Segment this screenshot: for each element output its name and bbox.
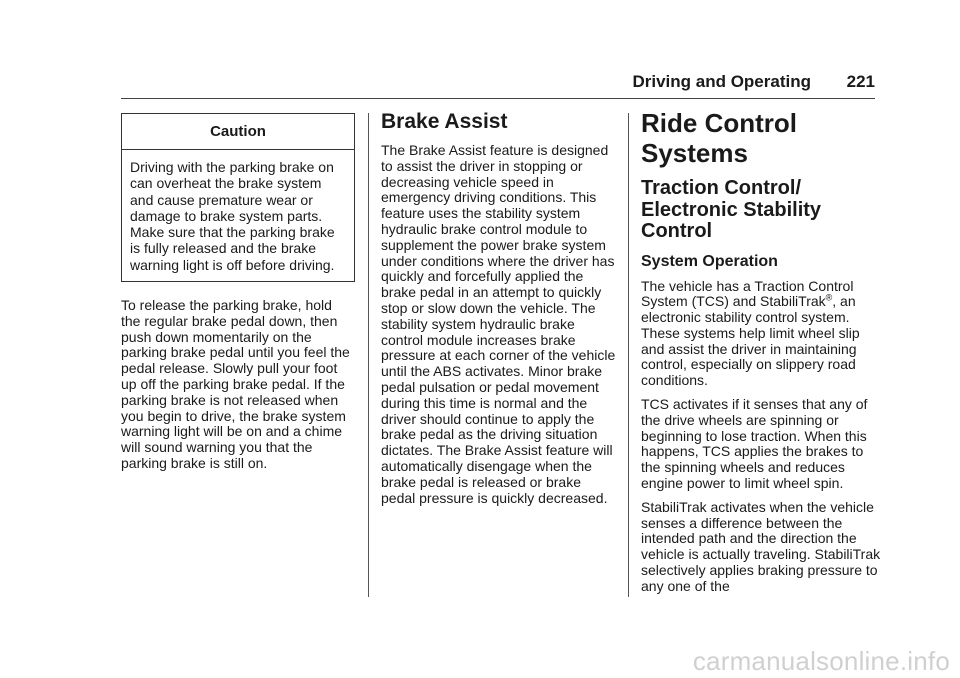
stabilitrak-text: StabiliTrak activates when the vehicle senses a difference between the intended path and the direction the vehicle is actually traveling. StabiliTrak selectively applies braking pressure to any one of the bbox=[641, 498, 881, 594]
section-title: Driving and Operating bbox=[632, 72, 811, 91]
page-number: 221 bbox=[846, 72, 875, 91]
tcs-text: TCS activates if it senses that any of the drive wheels are spinning or beginning to lose traction. When this happens, TCS applies the brakes to the spinning wheels and reduces engine power to limit wheel spin. bbox=[641, 396, 868, 492]
ride-control-heading: Ride Control Systems bbox=[641, 108, 797, 168]
caution-text: Driving with the parking brake on can overheat the brake system and cause premature wear or damage to brake system parts. Make sure that the parking brake is fully released and the brake warning light is off before driving. bbox=[130, 159, 335, 273]
system-operation-text-1-start: The vehicle has a Traction Control System (TCS) and StabiliTrak bbox=[641, 277, 854, 310]
column-divider-1 bbox=[368, 113, 369, 597]
brake-assist-heading: Brake Assist bbox=[381, 110, 508, 133]
caution-divider bbox=[122, 149, 354, 150]
column-divider-2 bbox=[628, 113, 629, 597]
header-divider bbox=[121, 98, 875, 99]
page-header bbox=[121, 72, 875, 100]
registered-mark: ® bbox=[825, 292, 833, 303]
system-operation-text-1-end: , an electronic stability control system. These systems help limit wheel slip and assist the driver in maintaining control, especially on slippery road conditions. bbox=[641, 293, 860, 389]
caution-box bbox=[121, 113, 355, 282]
brake-assist-text: The Brake Assist feature is designed to assist the driver in stopping or decreasing vehicle speed in emergency driving conditions. This feature uses the stability system hydraulic brake control module to supplement the power brake system under conditions where the driver has quickly and forcefully applied the brake pedal in an attempt to quickly stop or slow down the vehicle. The stability system hydraulic brake control module increases brake pressure at each corner of the vehicle until the ABS activates. Minor brake pedal pulsation or pedal movement during this time is normal and the driver should continue to apply the brake pedal as the driving situation dictates. The Brake Assist feature will automatically disengage when the brake pedal is released or brake pedal pressure is quickly decreased. bbox=[381, 142, 616, 506]
parking-brake-release-text: To release the parking brake, hold the regular brake pedal down, then push down momentarily on the parking brake pedal until you feel the pedal release. Slowly pull your foot up off the parking brake pedal. If the parking brake is not released when you begin to drive, the brake system warning light will be on and a chime will sound warning you that the parking brake is still on. bbox=[121, 297, 350, 472]
caution-title: Caution bbox=[210, 123, 266, 140]
column-1 bbox=[121, 113, 355, 480]
watermark: carmanualsonline.info bbox=[692, 646, 950, 676]
column-2 bbox=[381, 108, 617, 514]
system-operation-heading: System Operation bbox=[641, 252, 778, 270]
column-3 bbox=[641, 108, 881, 603]
traction-control-heading: Traction Control/ Electronic Stability Control bbox=[641, 177, 822, 242]
system-operation-text-1 bbox=[641, 279, 881, 390]
